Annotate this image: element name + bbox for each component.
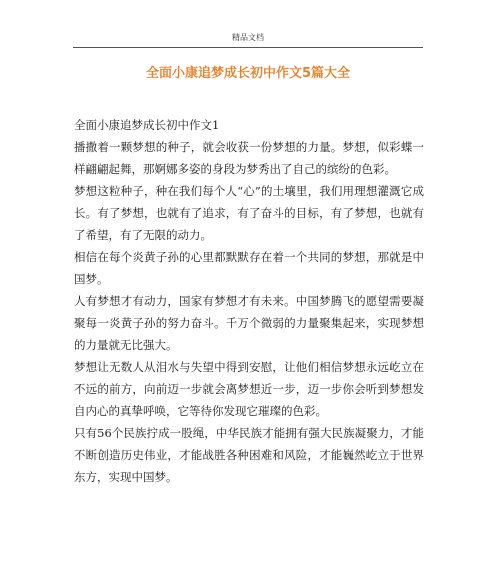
document-title: 全面小康追梦成长初中作文5篇大全 — [145, 66, 351, 81]
paragraph: 人有梦想才有动力，国家有梦想才有未来。中国梦腾飞的愿望需要凝聚每一炎黄子孙的努力奋斗。千万个微弱的力量聚集起来，实现梦想的力量就无比强大。 — [74, 294, 424, 352]
document-body — [74, 114, 424, 488]
section-heading: 全面小康追梦成长初中作文1 — [74, 118, 220, 132]
page-header — [73, 33, 423, 48]
paragraph: 梦想这粒种子，种在我们每个人“心”的土壤里，我们用理想灌溉它成长。有了梦想，也就有了追求，有了奋斗的目标，有了梦想，也就有了希望，有了无限的动力。 — [74, 184, 424, 242]
paragraph: 相信在每个炎黄子孙的心里都默默存在着一个共同的梦想，那就是中国梦。 — [74, 250, 424, 286]
paragraph: 梦想让无数人从泪水与失望中得到安慰，让他们相信梦想永远屹立在不远的前方，向前迈一步就会离梦想近一步，迈一步你会听到梦想发自内心的真挚呼唤，它等待你发现它璀璨的色彩。 — [74, 360, 424, 418]
paragraph: 只有56个民族拧成一股绳，中华民族才能拥有强大民族凝聚力，才能不断创造历史伟业，才能战胜各种困难和风险，才能巍然屹立于世界东方，实现中国梦。 — [74, 426, 424, 484]
page-header-label: 精品文档 — [232, 33, 264, 42]
paragraph: 播撒着一颗梦想的种子，就会收获一份梦想的力量。梦想，似彩蝶一样翩翩起舞，那婀娜多姿的身段为梦秀出了自己的缤纷的色彩。 — [74, 140, 424, 176]
